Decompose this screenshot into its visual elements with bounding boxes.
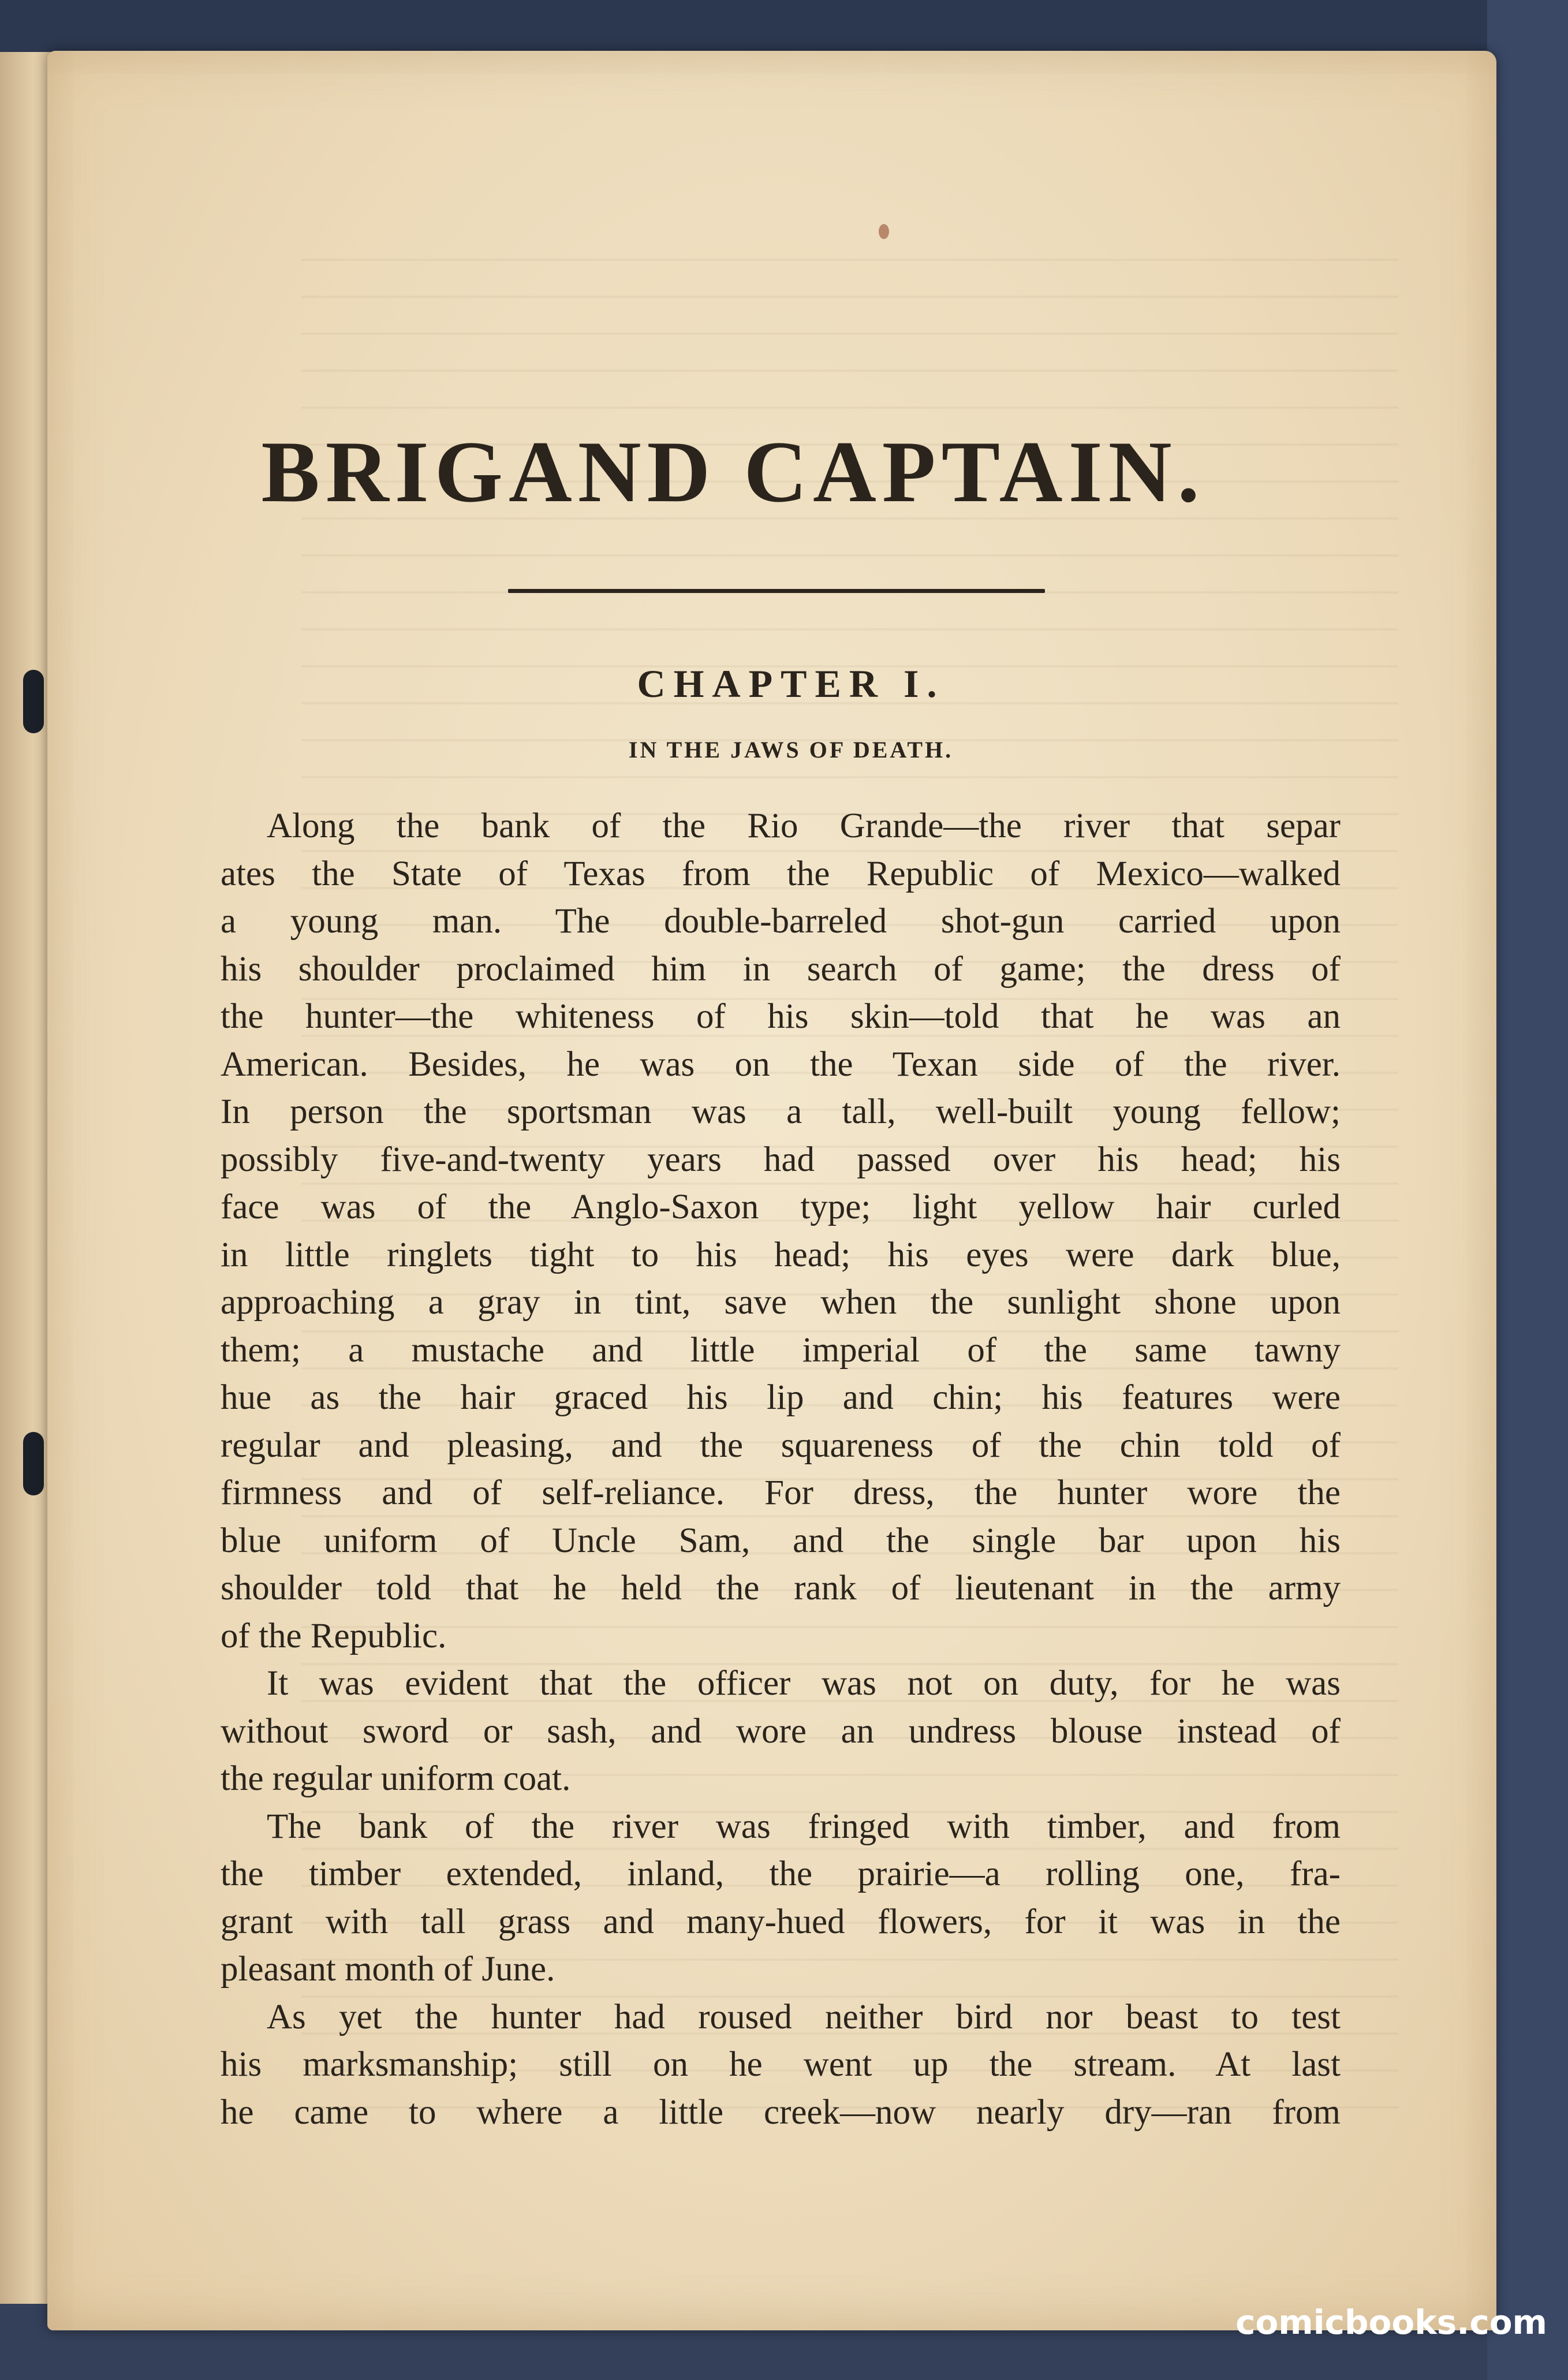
site-watermark: comicbooks.com <box>1235 2303 1547 2342</box>
book-title: BRIGAND CAPTAIN. <box>261 423 1205 520</box>
text-line: of the Republic. <box>221 1616 447 1655</box>
text-line: face was of the Anglo-Saxon type; light yellow hair curled <box>221 1188 1341 1226</box>
text-line: them; a mustache and little imperial of the same tawny <box>221 1330 1341 1370</box>
chapter-body <box>221 803 1341 2136</box>
text-line: regular and pleasing, and the squareness of the chin told of <box>221 1426 1341 1465</box>
text-line: his shoulder proclaimed him in search of game; the dress of <box>221 949 1341 988</box>
text-line: he came to where a little creek—now nearly dry—ran from <box>221 2092 1341 2132</box>
text-line: the regular uniform coat. <box>221 1759 571 1798</box>
text-line: firmness and of self-reliance. For dress, the hunter wore the <box>221 1473 1341 1512</box>
text-line: It was evident that the officer was not on duty, for he was <box>267 1664 1341 1703</box>
binding-hole <box>23 1432 44 1495</box>
text-line: the timber extended, inland, the prairie—a rolling one, fra- <box>221 1855 1341 1893</box>
title-rule <box>508 589 1045 593</box>
text-line: hue as the hair graced his lip and chin; his features were <box>221 1378 1341 1417</box>
paper-speck <box>879 224 889 239</box>
text-line: blue uniform of Uncle Sam, and the single bar upon his <box>221 1521 1341 1560</box>
text-line: The bank of the river was fringed with timber, and from <box>267 1807 1341 1846</box>
text-line: As yet the hunter had roused neither bird nor beast to test <box>267 1997 1341 2036</box>
text-line: shoulder told that he held the rank of lieutenant in the army <box>221 1569 1341 1607</box>
text-line: in little ringlets tight to his head; his eyes were dark blue, <box>221 1235 1341 1274</box>
text-line: without sword or sash, and wore an undress blouse instead of <box>221 1711 1341 1751</box>
text-line: his marksmanship; still on he went up the stream. At last <box>221 2045 1341 2084</box>
chapter-heading: CHAPTER I. <box>637 662 945 706</box>
text-line: grant with tall grass and many-hued flowers, for it was in the <box>221 1902 1341 1941</box>
text-line: American. Besides, he was on the Texan side of the river. <box>221 1044 1341 1084</box>
text-line: pleasant month of June. <box>221 1950 555 1989</box>
text-line: In person the sportsman was a tall, well-built young fellow; <box>221 1092 1341 1131</box>
text-line: a young man. The double-barreled shot-gun carried upon <box>221 902 1341 941</box>
text-line: the hunter—the whiteness of his skin—told that he was an <box>221 997 1341 1036</box>
text-line: Along the bank of the Rio Grande—the river that separ <box>267 807 1341 845</box>
scan-background-right <box>1487 0 1568 2380</box>
text-line: ates the State of Texas from the Republic of Mexico—walked <box>221 854 1341 893</box>
text-line: approaching a gray in tint, save when the sunlight shone upon <box>221 1283 1341 1322</box>
chapter-subtitle: IN THE JAWS OF DEATH. <box>628 737 954 763</box>
binding-hole <box>23 670 44 733</box>
text-line: possibly five-and-twenty years had passed over his head; his <box>221 1140 1341 1179</box>
